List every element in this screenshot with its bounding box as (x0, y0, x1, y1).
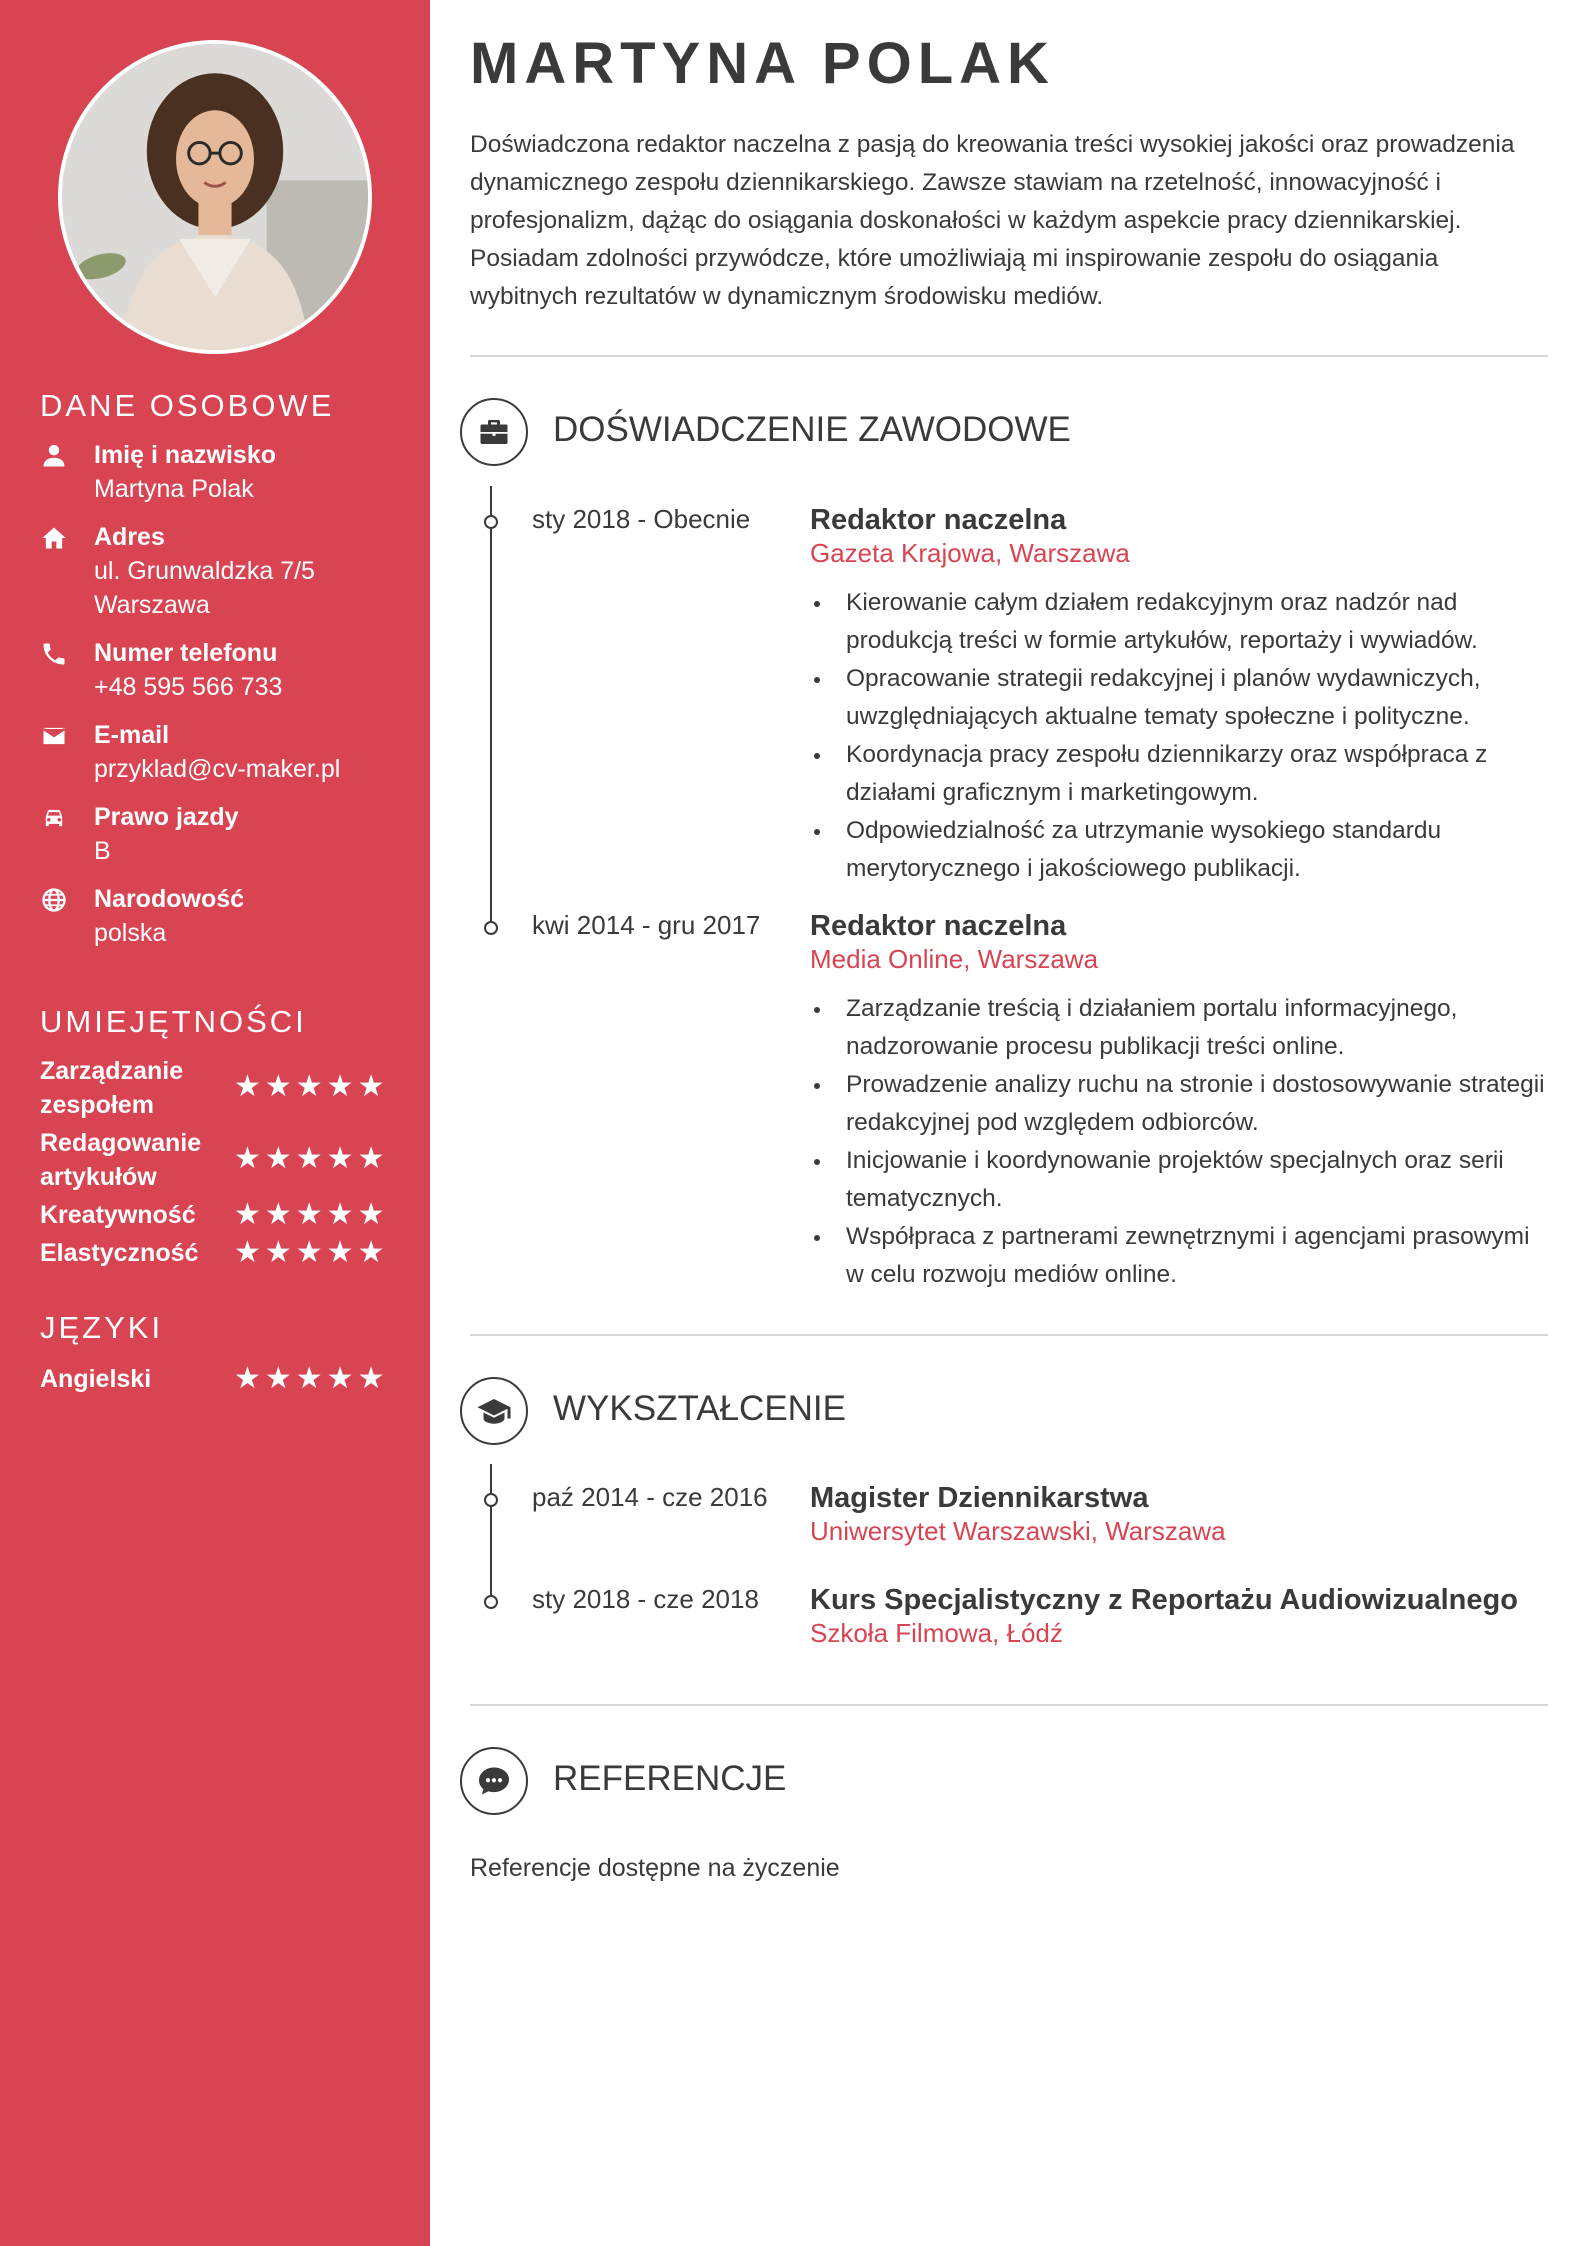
job-company: Gazeta Krajowa, Warszawa (810, 538, 1130, 568)
personal-label: E-mail (94, 721, 170, 749)
education-timeline (490, 1464, 492, 1606)
education-title: WYKSZTAŁCENIE (553, 1389, 847, 1428)
list-item: Koordynacja pracy zespołu dziennikarzy oraz współpraca z działami graficznym i marketingowym. (810, 736, 1550, 812)
personal-label: Numer telefonu (94, 639, 278, 667)
skill-rating-stars: ★★★★★ (234, 1236, 389, 1269)
skill-name: Redagowanie artykułów (40, 1129, 202, 1191)
personal-value: polska (94, 919, 167, 947)
candidate-name: MARTYNA POLAK (470, 31, 1055, 96)
job-company: Media Online, Warszawa (810, 944, 1099, 974)
profile-summary: Doświadczona redaktor naczelna z pasją do kreowania treści wysokiej jakości oraz prowadzenia dynamicznego zespołu dziennikarskiego. Zawsze stawiam na rzetelność, innowacyjność i profesjonalizm, dążąc do osiągania doskonałości w każdym aspekcie pracy dziennikarskiej. Posiadam zdolności przywódcze, które umożliwiają mi inspirowanie zespołu do osiągania wybitnych rezultatów w dynamicznym środowisku mediów. (470, 131, 1515, 310)
list-item: Opracowanie strategii redakcyjnej i planów wydawniczych, uwzględniających aktualne tematy społeczne i polityczne. (810, 660, 1550, 736)
timeline-dot (484, 1595, 498, 1609)
list-item: Inicjowanie i koordynowanie projektów specjalnych oraz serii tematycznych. (810, 1142, 1550, 1218)
job-date: kwi 2014 - gru 2017 (532, 910, 761, 940)
section-divider (470, 1334, 1548, 1336)
phone-icon (40, 640, 70, 670)
personal-value: +48 595 566 733 (94, 673, 283, 701)
job-position: Redaktor naczelna (810, 910, 1067, 942)
sidebar (0, 0, 430, 2246)
personal-label: Imię i nazwisko (94, 441, 277, 469)
car-icon (40, 804, 70, 834)
list-item: Prowadzenie analizy ruchu na stronie i dostosowywanie strategii redakcyjnej pod względem odbiorców. (810, 1066, 1550, 1142)
section-divider (470, 1704, 1548, 1706)
briefcase-icon (460, 398, 528, 466)
profile-photo (58, 40, 372, 354)
personal-label: Narodowość (94, 885, 245, 913)
skill-rating-stars: ★★★★★ (234, 1142, 389, 1175)
language-name: Angielski (40, 1365, 152, 1393)
list-item: Współpraca z partnerami zewnętrznymi i agencjami prasowymi w celu rozwoju mediów online. (810, 1218, 1550, 1294)
education-degree: Kurs Specjalistyczny z Reportażu Audiowizualnego (810, 1584, 1518, 1616)
job-date: sty 2018 - Obecnie (532, 504, 751, 534)
graduation-cap-icon (460, 1377, 528, 1445)
skill-name: Zarządzanie zespołem (40, 1057, 184, 1119)
list-item: Zarządzanie treścią i działaniem portalu informacyjnego, nadzorowanie procesu publikacji treści online. (810, 990, 1550, 1066)
timeline-dot (484, 515, 498, 529)
job-position: Redaktor naczelna (810, 504, 1067, 536)
chat-icon (460, 1747, 528, 1815)
skill-name: Elastyczność (40, 1239, 199, 1267)
skill-name: Kreatywność (40, 1201, 196, 1229)
personal-value: ul. Grunwaldzka 7/5 (94, 557, 315, 585)
references-title: REFERENCJE (553, 1759, 787, 1798)
experience-title: DOŚWIADCZENIE ZAWODOWE (553, 410, 1071, 449)
personal-value: Martyna Polak (94, 475, 254, 503)
experience-timeline (490, 486, 492, 930)
personal-value: przyklad@cv-maker.pl (94, 755, 341, 783)
skills-heading: UMIEJĘTNOŚCI (40, 1004, 307, 1039)
job-duties-list (810, 990, 1550, 1294)
home-icon (40, 524, 70, 554)
mail-icon (40, 722, 70, 752)
personal-heading: DANE OSOBOWE (40, 388, 335, 423)
education-date: paź 2014 - cze 2016 (532, 1482, 768, 1512)
person-icon (40, 442, 70, 472)
personal-value: B (94, 837, 111, 865)
list-item: Kierowanie całym działem redakcyjnym oraz nadzór nad produkcją treści w formie artykułów, reportaży i wywiadów. (810, 584, 1550, 660)
personal-label: Adres (94, 523, 165, 551)
personal-label: Prawo jazdy (94, 803, 239, 831)
education-school: Uniwersytet Warszawski, Warszawa (810, 1516, 1226, 1546)
languages-heading: JĘZYKI (40, 1310, 164, 1345)
job-duties-list (810, 584, 1550, 888)
education-date: sty 2018 - cze 2018 (532, 1584, 759, 1614)
globe-icon (40, 886, 70, 916)
references-text: Referencje dostępne na życzenie (470, 1854, 840, 1882)
list-item: Odpowiedzialność za utrzymanie wysokiego standardu merytorycznego i jakościowego publikacji. (810, 812, 1550, 888)
section-divider (470, 355, 1548, 357)
skill-rating-stars: ★★★★★ (234, 1070, 389, 1103)
education-degree: Magister Dziennikarstwa (810, 1482, 1149, 1514)
timeline-dot (484, 921, 498, 935)
profile-photo-illustration (62, 44, 368, 350)
skill-rating-stars: ★★★★★ (234, 1198, 389, 1231)
education-school: Szkoła Filmowa, Łódź (810, 1618, 1063, 1648)
language-rating-stars: ★★★★★ (234, 1362, 389, 1395)
personal-value-line2: Warszawa (94, 591, 210, 619)
main-content (430, 0, 1588, 2246)
timeline-dot (484, 1493, 498, 1507)
